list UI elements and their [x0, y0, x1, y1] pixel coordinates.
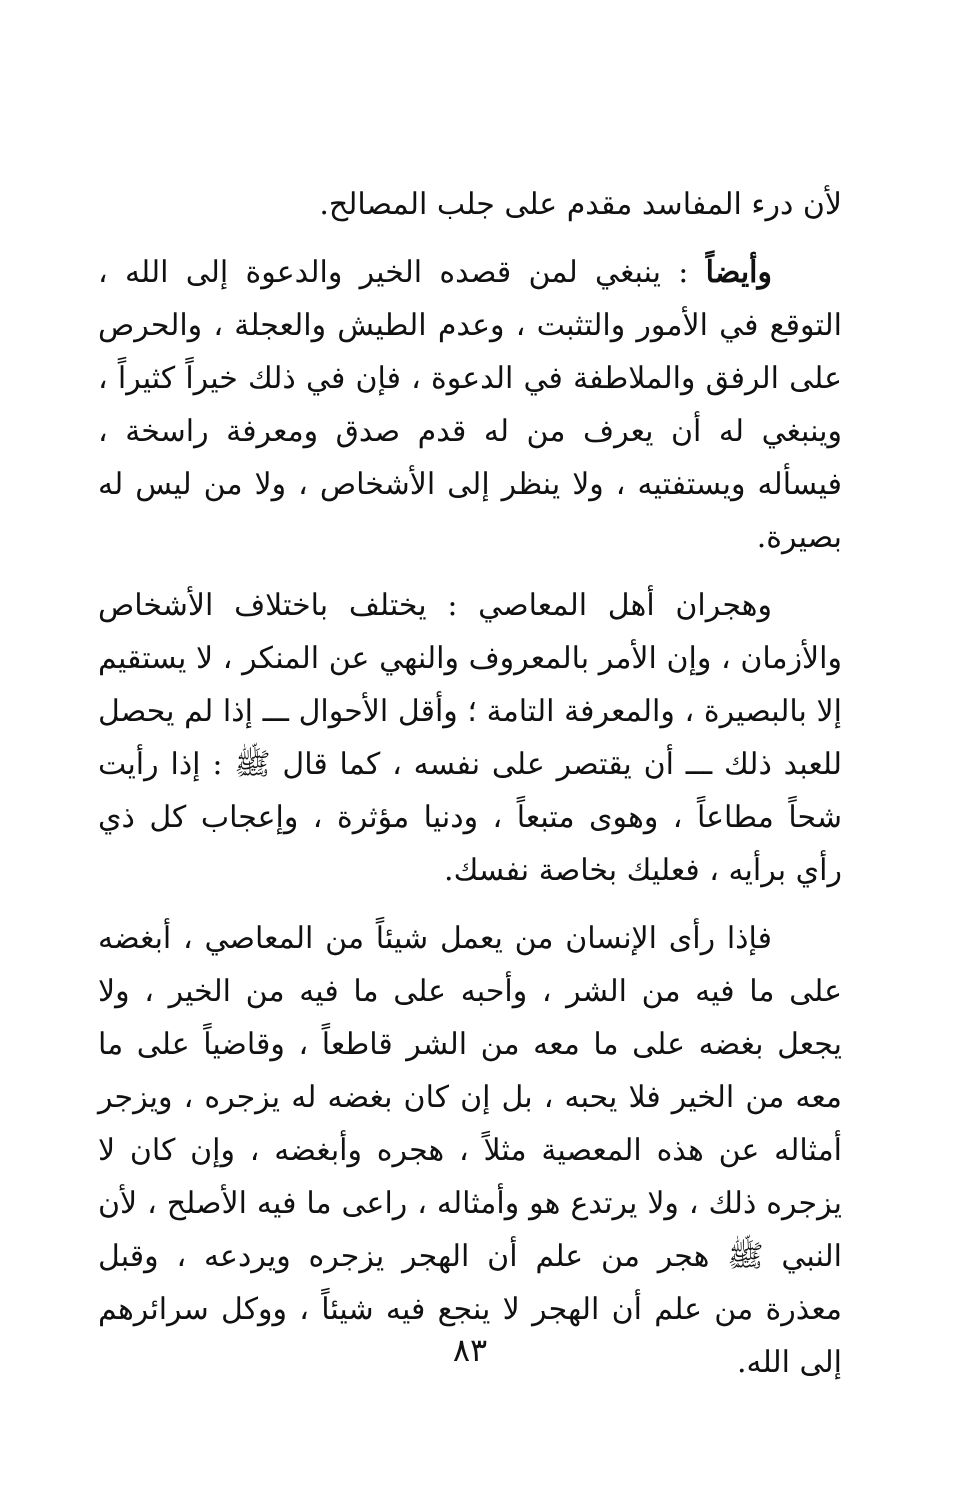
paragraph-3 [98, 579, 842, 897]
paragraph-4-text: فإذا رأى الإنسان من يعمل شيئاً من المعاصي ، أبغضه على ما فيه من الشر ، وأحبه على ما فيه من الخير ، ولا يجعل بغضه على ما معه من الشر قاطعاً ، وقاضياً على ما معه من الخير فلا يحبه ، بل إن كان بغضه له يزجره ، ويزجر أمثاله عن هذه المعصية مثلاً ، هجره وأبغضه ، وإن كان لا يزجره ذلك ، ولا يرتدع هو وأمثاله ، راعى ما فيه الأصلح ، لأن النبي ﷺ هجر من علم أن الهجر يزجره ويردعه ، وقبل معذرة من علم أن الهجر لا ينجع فيه شيئاً ، ووكل سرائرهم إلى الله. [98, 921, 842, 1380]
paragraph-1 [98, 178, 842, 231]
paragraph-2 [98, 246, 842, 564]
paragraph-2-text: : ينبغي لمن قصده الخير والدعوة إلى الله ، التوقع في الأمور والتثبت ، وعدم الطيش والعجلة ، والحرص على الرفق والملاطفة في الدعوة ، فإن في ذلك خيراً كثيراً ، وينبغي له أن يعرف من له قدم صدق ومعرفة راسخة ، فيسأله ويستفتيه ، ولا ينظر إلى الأشخاص ، ولا من ليس له بصيرة. [98, 255, 842, 555]
paragraph-1-text: لأن درء المفاسد مقدم على جلب المصالح. [319, 187, 842, 222]
paragraph-4 [98, 912, 842, 1389]
book-page [98, 0, 842, 1490]
paragraph-2-lead: وأيضاً [705, 255, 772, 290]
body-text [98, 178, 842, 1389]
paragraph-3-text: وهجران أهل المعاصي : يختلف باختلاف الأشخاص والأزمان ، وإن الأمر بالمعروف والنهي عن المنكر ، لا يستقيم إلا بالبصيرة ، والمعرفة التامة ؛ وأقل الأحوال ـــ إذا لم يحصل للعبد ذلك ـــ أن يقتصر على نفسه ، كما قال ﷺ : إذا رأيت شحاً مطاعاً ، وهوى متبعاً ، ودنيا مؤثرة ، وإعجاب كل ذي رأي برأيه ، فعليك بخاصة نفسك. [98, 588, 842, 888]
page-number: ٨٣ [452, 1331, 488, 1369]
